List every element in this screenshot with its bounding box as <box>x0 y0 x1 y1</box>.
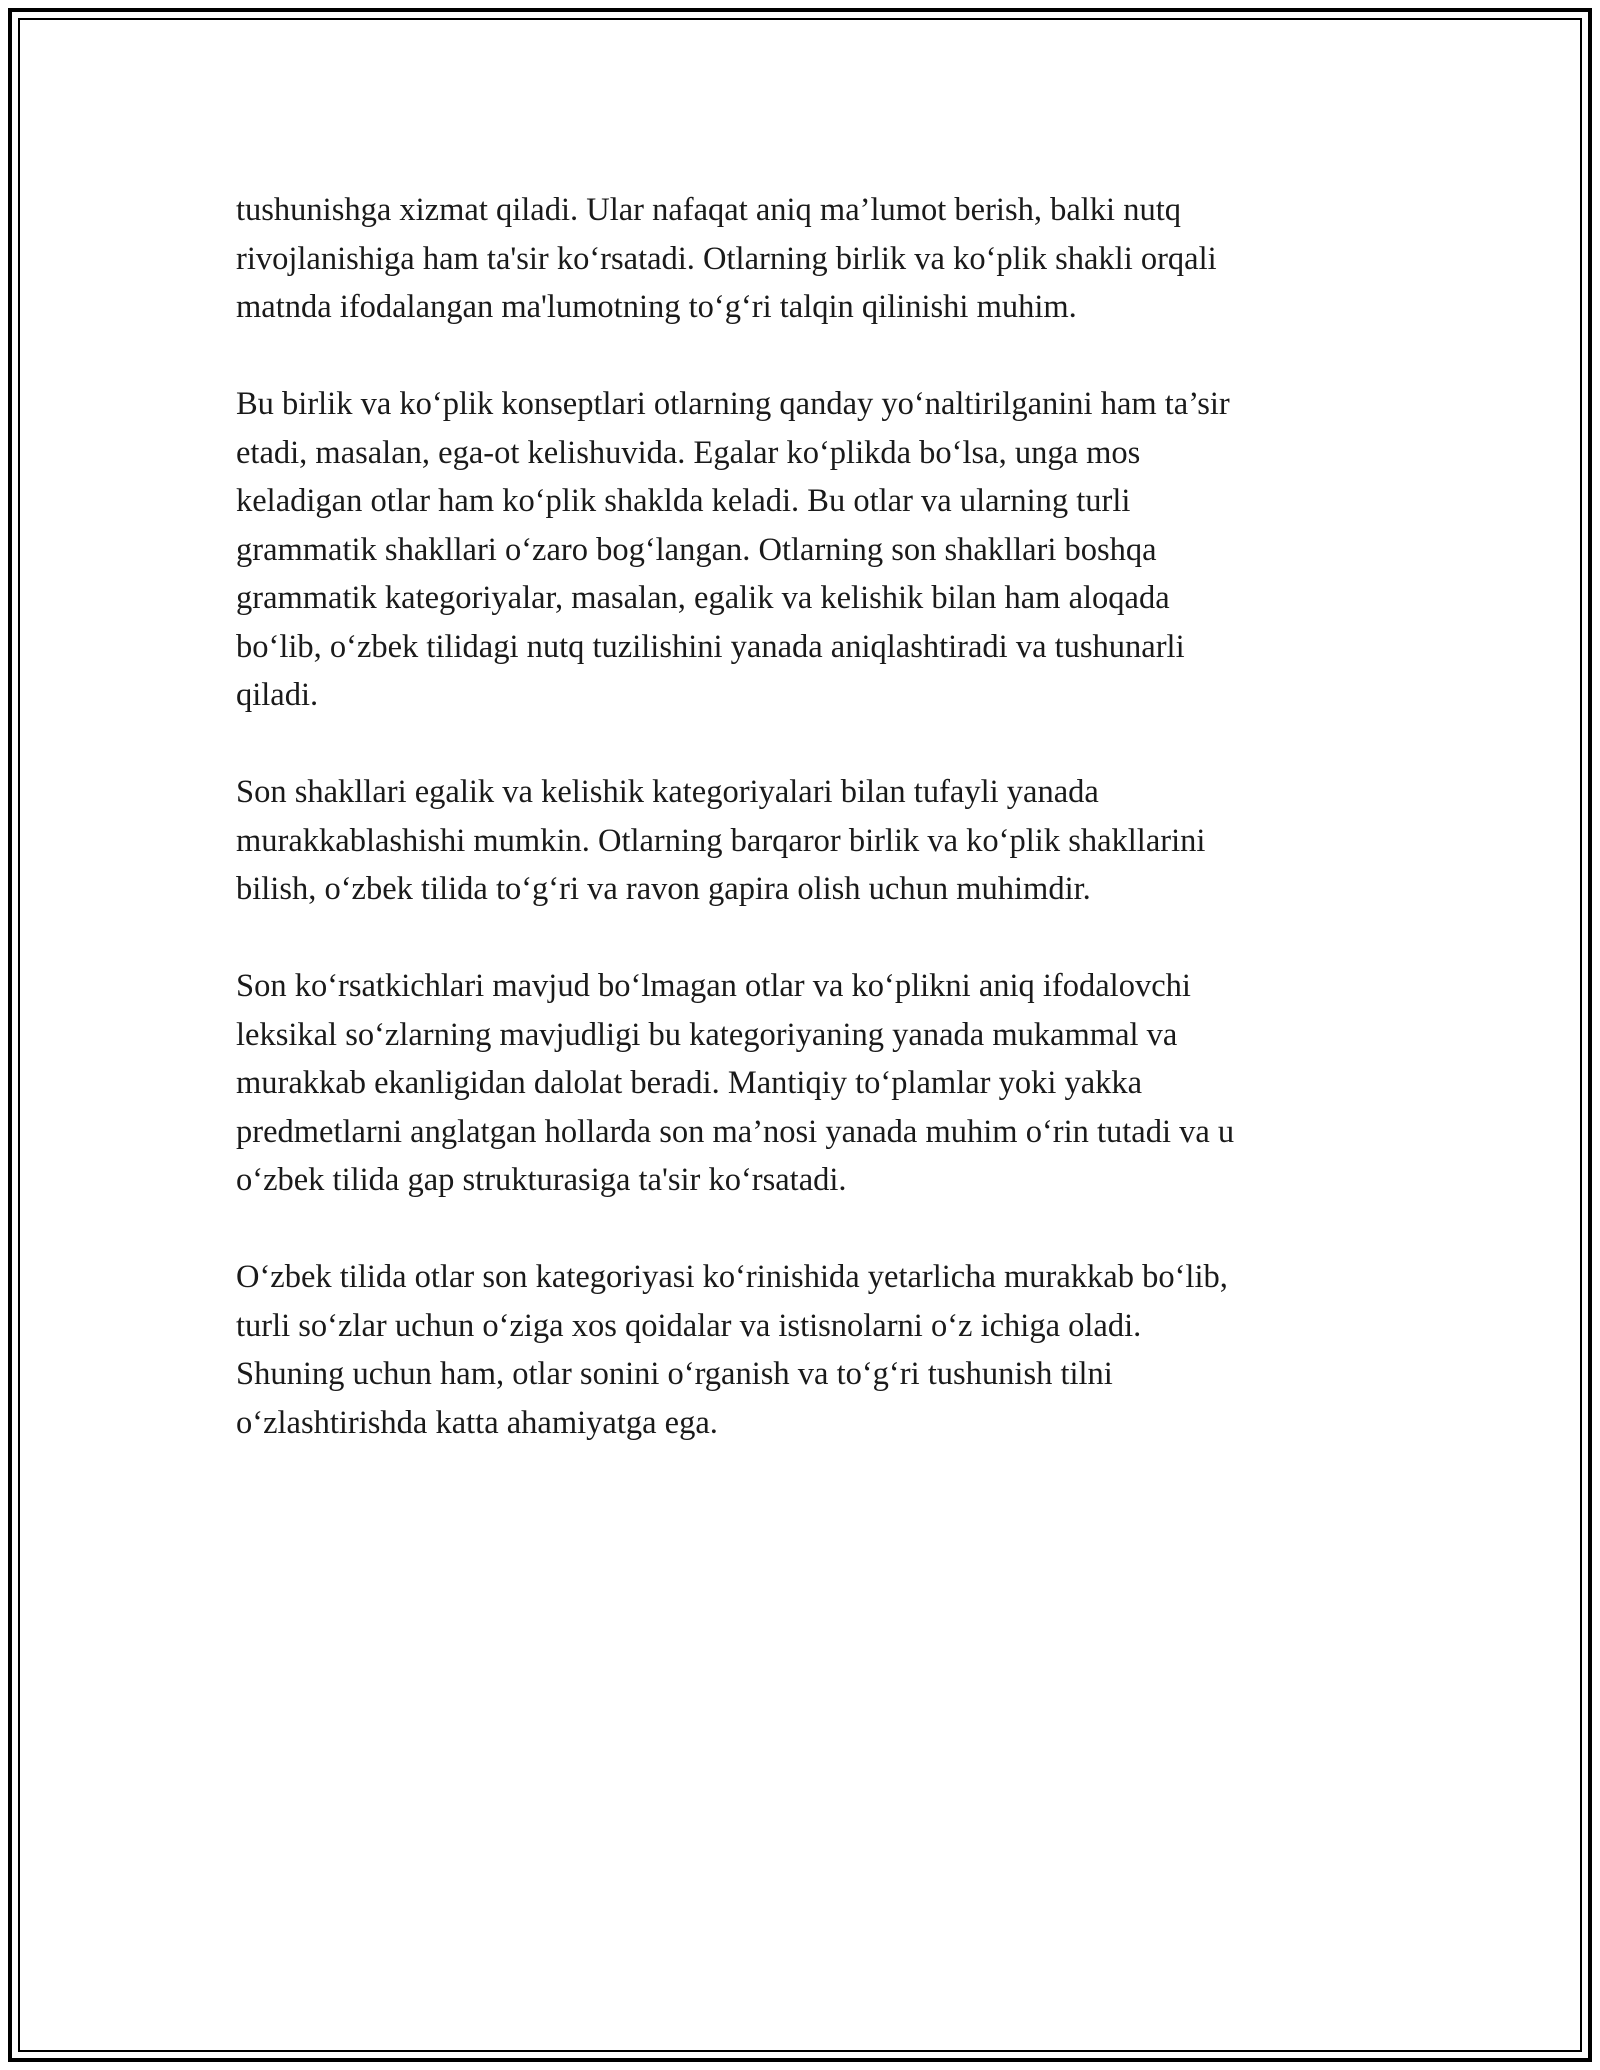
document-body <box>236 186 1366 1496</box>
paragraph-4: Son ko‘rsatkichlari mavjud bo‘lmagan otlar va ko‘plikni aniq ifodalovchi leksikal so‘zlarning mavjudligi bu kategoriyaning yanada mukammal va murakkab ekanligidan dalolat beradi. Mantiqiy to‘plamlar yoki yakka predmetlarni anglatgan hollarda son ma’nosi yanada muhim o‘rin tutadi va u o‘zbek tilida gap strukturasiga ta'sir ko‘rsatadi. <box>236 968 1235 1198</box>
paragraph-5: O‘zbek tilida otlar son kategoriyasi ko‘rinishida yetarlicha murakkab bo‘lib, turli so‘zlar uchun o‘ziga xos qoidalar va istisnolarni o‘z ichiga oladi. Shuning uchun ham, otlar sonini o‘rganish va to‘g‘ri tushunish tilni o‘zlashtirishda katta ahamiyatga ega. <box>236 1259 1228 1441</box>
paragraph-1: tushunishga xizmat qiladi. Ular nafaqat aniq ma’lumot berish, balki nutq rivojlanishiga ham ta'sir ko‘rsatadi. Otlarning birlik va ko‘plik shakli orqali matnda ifodalangan ma'lumotning to‘g‘ri talqin qilinishi muhim. <box>236 192 1217 325</box>
paragraph-2: Bu birlik va ko‘plik konseptlari otlarning qanday yo‘naltirilganini ham ta’sir etadi, masalan, ega-ot kelishuvida. Egalar ko‘plikda bo‘lsa, unga mos keladigan otlar ham ko‘plik shaklda keladi. Bu otlar va ularning turli grammatik shakllari o‘zaro bog‘langan. Otlarning son shakllari boshqa grammatik kategoriyalar, masalan, egalik va kelishik bilan ham aloqada bo‘lib, o‘zbek tilidagi nutq tuzilishini yanada aniqlashtiradi va tushunarli qiladi. <box>236 386 1230 713</box>
paragraph-3: Son shakllari egalik va kelishik kategoriyalari bilan tufayli yanada murakkablashishi mumkin. Otlarning barqaror birlik va ko‘plik shakllarini bilish, o‘zbek tilida to‘g‘ri va ravon gapira olish uchun muhimdir. <box>236 774 1206 907</box>
